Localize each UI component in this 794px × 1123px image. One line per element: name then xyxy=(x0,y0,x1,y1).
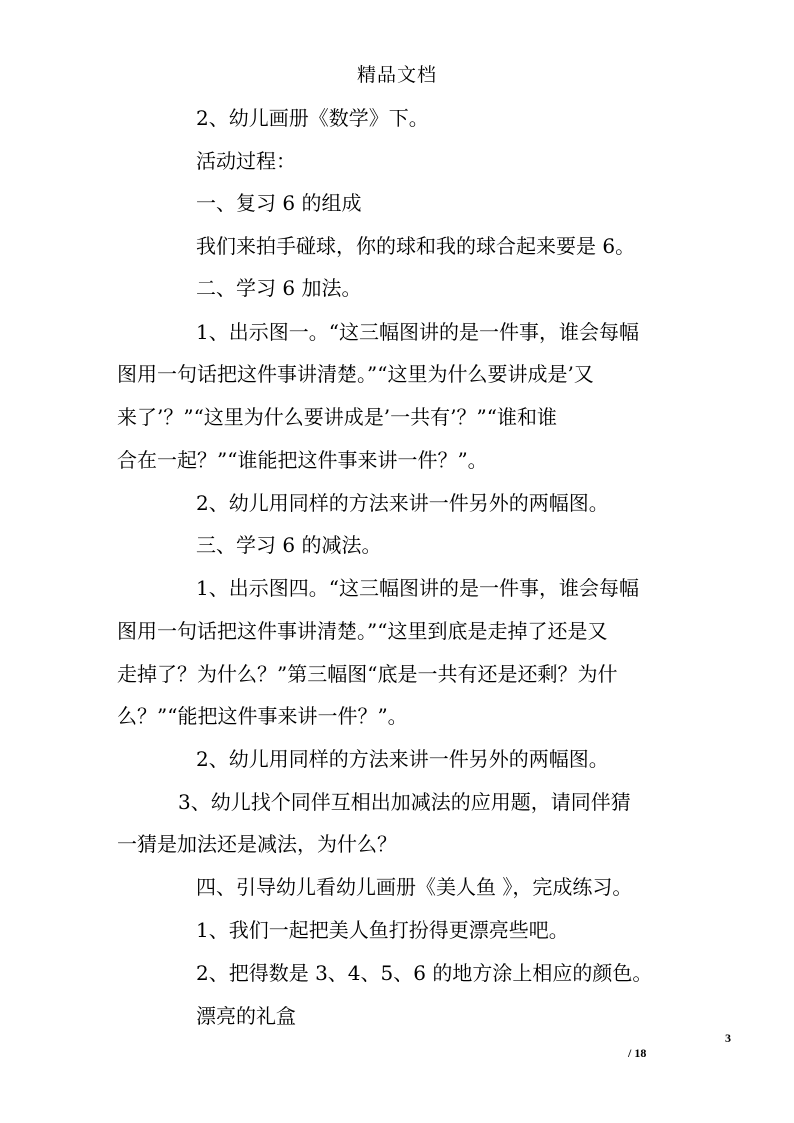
body-line: 2、幼儿画册《数学》下。 xyxy=(196,106,429,130)
body-line: 1、出示图一。“这三幅图讲的是一件事，谁会每幅 xyxy=(196,320,639,344)
body-line: 图用一句话把这件事讲清楚。”“这里为什么要讲成是’又 xyxy=(117,362,594,386)
body-line: 图用一句话把这件事讲清楚。”“这里到底是走掉了还是又 xyxy=(117,619,608,643)
body-line: 来了’？”“这里为什么要讲成是’一共有’？”“谁和谁 xyxy=(117,405,557,429)
body-line: 一、复习 6 的组成 xyxy=(196,191,362,215)
body-line: 活动过程： xyxy=(196,149,296,173)
body-line: 3、幼儿找个同伴互相出加减法的应用题，请同伴猜 xyxy=(178,790,631,814)
body-line: 走掉了？为什么？”第三幅图“底是一共有还是还剩？为什 xyxy=(117,662,618,686)
body-line: 三、学习 6 的减法。 xyxy=(196,533,382,557)
page-number: 3 xyxy=(725,1031,731,1045)
page-header-title: 精品文档 xyxy=(356,64,437,86)
body-line: 1、我们一起把美人鱼打扮得更漂亮些吧。 xyxy=(196,918,569,942)
body-line: 么？”“能把这件事来讲一件？”。 xyxy=(117,704,408,728)
body-line: 1、出示图四。“这三幅图讲的是一件事，谁会每幅 xyxy=(196,576,639,600)
page-total: / 18 xyxy=(628,1046,647,1060)
body-line: 四、引导幼儿看幼儿画册《美人鱼 》，完成练习。 xyxy=(196,875,633,899)
body-line: 2、幼儿用同样的方法来讲一件另外的两幅图。 xyxy=(196,747,609,771)
body-line: 一猜是加法还是减法，为什么？ xyxy=(117,832,397,856)
body-line: 2、幼儿用同样的方法来讲一件另外的两幅图。 xyxy=(196,491,609,515)
body-line: 漂亮的礼盒 xyxy=(196,1004,296,1028)
body-line: 合在一起？”“谁能把这件事来讲一件？”。 xyxy=(117,448,488,472)
body-line: 2、把得数是 3、4、5、6 的地方涂上相应的颜色。 xyxy=(196,961,653,985)
body-line: 我们来拍手碰球，你的球和我的球合起来要是 6。 xyxy=(196,234,636,258)
body-line: 二、学习 6 加法。 xyxy=(196,276,362,300)
